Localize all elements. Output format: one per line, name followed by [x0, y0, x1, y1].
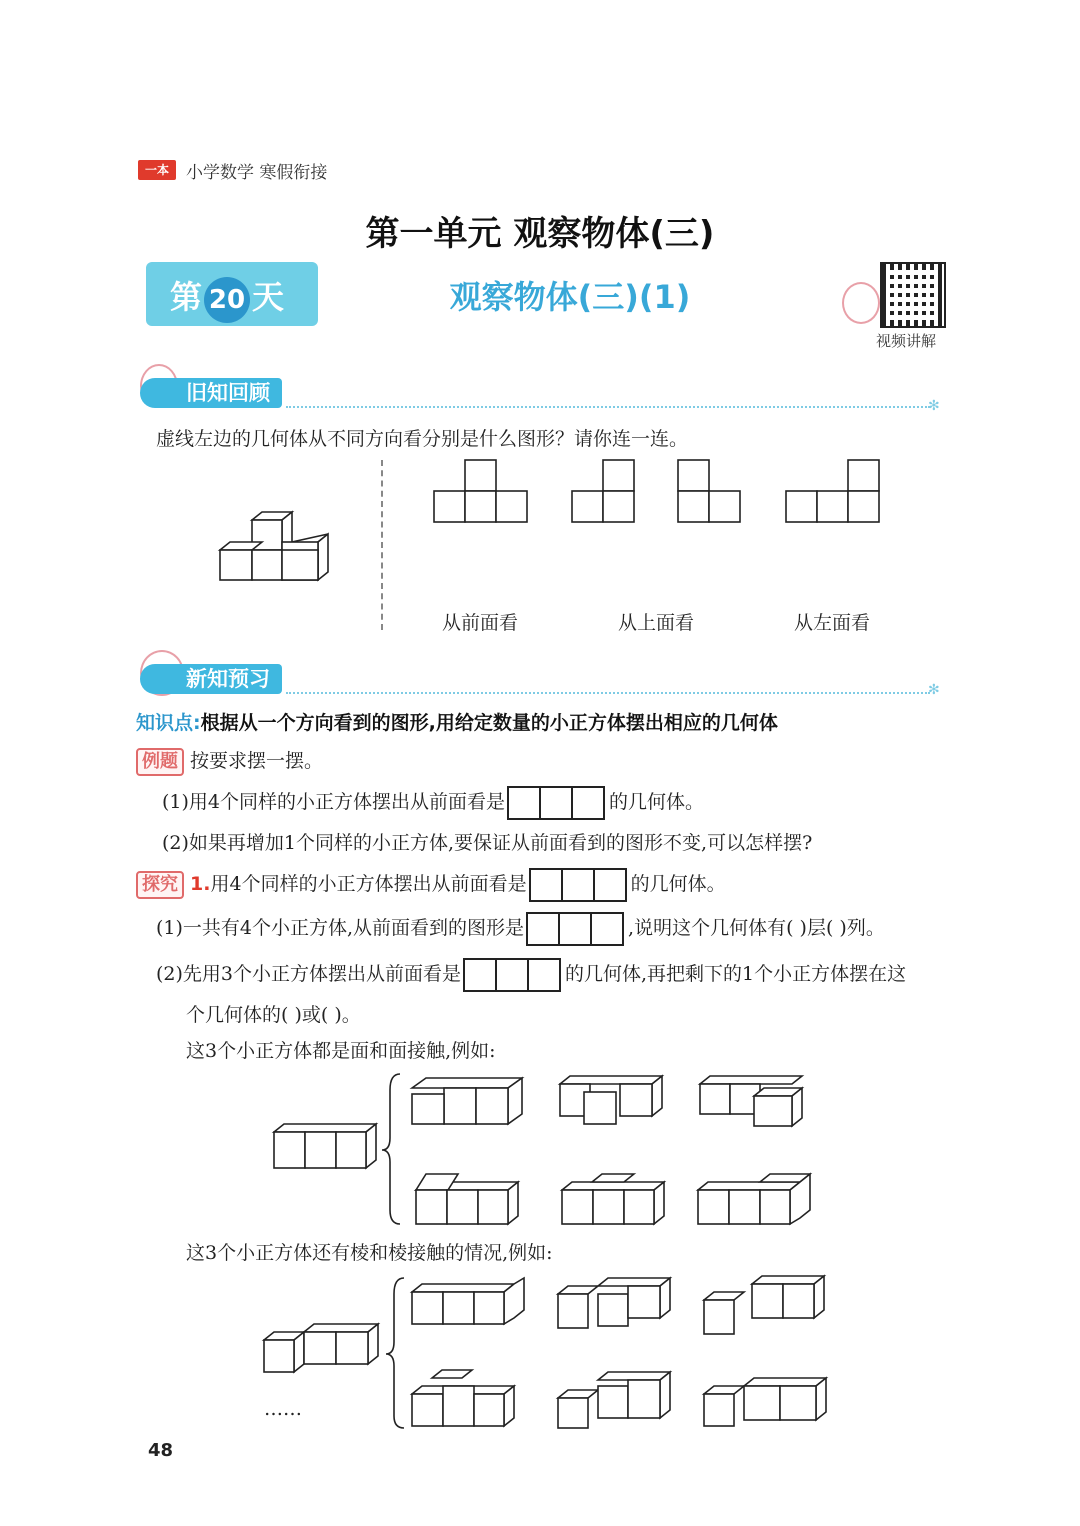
explore-tag: 探究	[136, 871, 184, 899]
three-square-figure	[465, 958, 561, 992]
label-left-view: 从左面看	[794, 612, 871, 634]
knowledge-key: 知识点:	[136, 712, 201, 734]
preview-badge: 新知预习	[140, 664, 282, 694]
divider-dashed	[381, 460, 383, 630]
qr-code-icon[interactable]	[880, 262, 946, 328]
part1-tail: ,说明这个几何体有( )层( )列。	[628, 917, 885, 939]
edge-contact-figures	[258, 1270, 838, 1436]
explore-line	[136, 868, 726, 902]
part1-text: (1)一共有4个小正方体,从前面看到的图形是	[156, 917, 525, 939]
example-q1-text: (1)用4个同样的小正方体摆出从前面看是	[162, 791, 506, 813]
day-prefix: 第	[170, 278, 203, 316]
label-front-view: 从前面看	[442, 612, 519, 634]
example-line	[136, 746, 323, 776]
day-label	[170, 272, 284, 323]
example-q1-tail: 的几何体。	[609, 791, 705, 813]
base-three-cubes	[274, 1124, 376, 1168]
page-number: 48	[148, 1440, 174, 1461]
view-option-4	[784, 458, 884, 524]
explore-text: 用4个同样的小正方体摆出从前面看是	[210, 873, 527, 895]
lesson-title: 观察物体(三)(1)	[449, 278, 691, 316]
knowledge-text: 根据从一个方向看到的图形,用给定数量的小正方体摆出相应的几何体	[200, 712, 778, 734]
day-number: 20	[204, 277, 250, 323]
three-square-figure	[509, 786, 605, 820]
review-3d-shape	[214, 504, 334, 586]
three-square-figure	[528, 912, 624, 946]
view-option-3	[676, 458, 746, 524]
face-contact-text: 这3个小正方体都是面和面接触,例如:	[186, 1040, 496, 1062]
explore-number: 1.	[190, 873, 211, 895]
example-q1	[162, 786, 704, 820]
snowflake-icon: ✻	[928, 682, 940, 698]
review-divider	[286, 406, 930, 408]
series-logo: 一本	[138, 160, 176, 180]
unit-title: 第一单元 观察物体(三)	[365, 214, 715, 254]
explore-part2-line2: 个几何体的( )或( )。	[186, 1004, 361, 1026]
preview-divider	[286, 692, 930, 694]
day-suffix: 天	[252, 278, 285, 316]
review-question: 虚线左边的几何体从不同方向看分别是什么图形？请你连一连。	[156, 428, 689, 450]
explore-part1	[156, 912, 885, 946]
explore-tail: 的几何体。	[630, 873, 726, 895]
edge-contact-text: 这3个小正方体还有棱和棱接触的情况,例如:	[186, 1242, 553, 1264]
view-option-1	[432, 458, 532, 524]
mascot-icon	[842, 282, 880, 324]
series-title: 小学数学 寒假衔接	[186, 163, 328, 183]
part2-text: (2)先用3个小正方体摆出从前面看是	[156, 963, 462, 985]
example-tag: 例题	[136, 748, 184, 776]
base-edge-cubes	[264, 1324, 378, 1372]
qr-caption: 视频讲解	[876, 332, 937, 350]
example-q2: (2)如果再增加1个同样的小正方体,要保证从前面看到的图形不变,可以怎样摆?	[162, 832, 813, 854]
part2-tail: 的几何体,再把剩下的1个小正方体摆在这	[565, 963, 907, 985]
snowflake-icon: ✻	[928, 398, 940, 414]
view-option-2	[570, 458, 640, 524]
review-badge: 旧知回顾	[140, 378, 282, 408]
example-text: 按要求摆一摆。	[190, 750, 324, 772]
three-square-figure	[531, 868, 627, 902]
ellipsis: ……	[264, 1398, 302, 1420]
knowledge-point	[136, 708, 778, 735]
label-top-view: 从上面看	[618, 612, 695, 634]
face-contact-figures	[266, 1070, 826, 1230]
explore-part2	[156, 958, 906, 992]
